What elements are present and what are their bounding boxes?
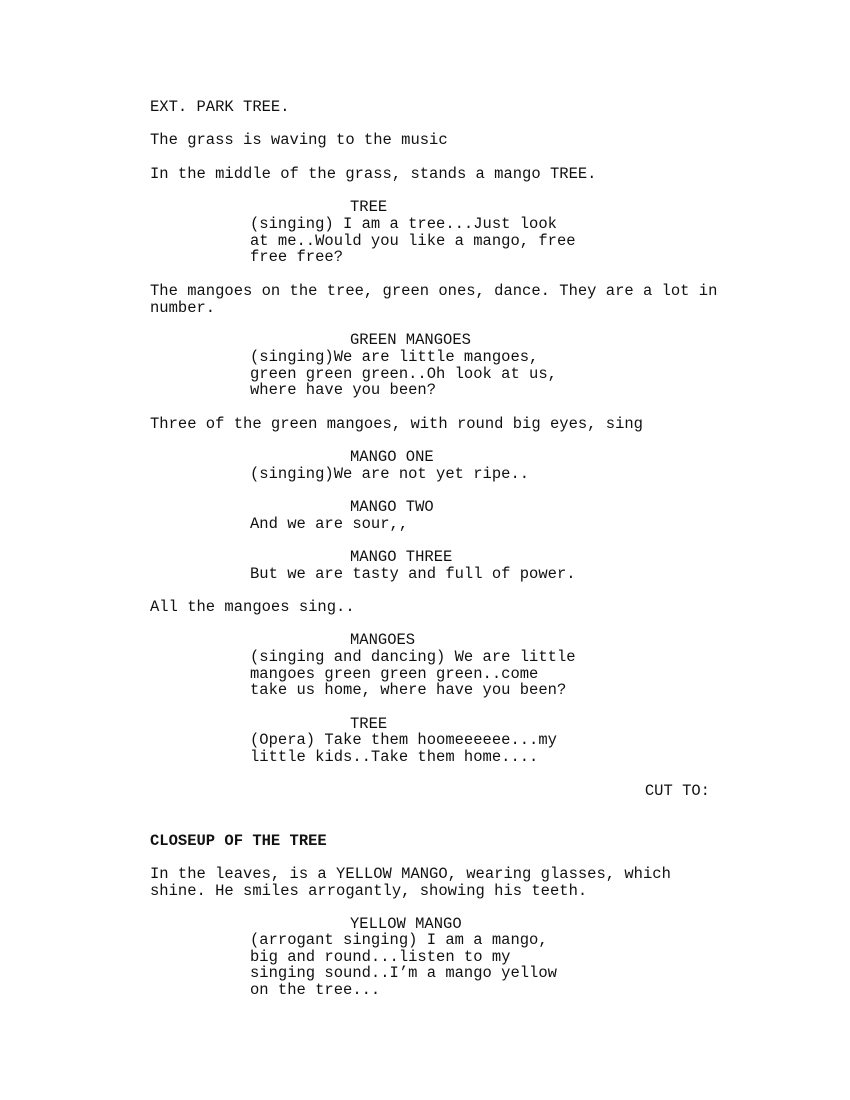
action-line: The mangoes on the tree, green ones, dance. They are a lot in number. <box>150 282 718 317</box>
action-line: The grass is waving to the music <box>150 131 448 149</box>
character-name: MANGO TWO <box>350 498 434 516</box>
dialogue: And we are sour,, <box>250 515 409 533</box>
character-name: MANGO ONE <box>350 448 434 466</box>
character-name: MANGO THREE <box>350 548 453 566</box>
dialogue: (singing) I am a tree...Just look at me..Would you like a mango, free free free? <box>250 215 576 267</box>
action-line: In the leaves, is a YELLOW MANGO, wearing glasses, which shine. He smiles arrogantly, showing his teeth. <box>150 865 671 900</box>
action-line: In the middle of the grass, stands a mango TREE. <box>150 165 597 183</box>
scene-heading: CLOSEUP OF THE TREE <box>150 832 327 850</box>
action-line: Three of the green mangoes, with round big eyes, sing <box>150 415 643 433</box>
action-line: All the mangoes sing.. <box>150 598 355 616</box>
dialogue: (arrogant singing) I am a mango, big and round...listen to my singing sound..I’m a mango yellow on the tree... <box>250 931 557 1000</box>
dialogue: (singing)We are little mangoes, green green green..Oh look at us, where have you been? <box>250 348 557 400</box>
character-name: YELLOW MANGO <box>350 915 462 933</box>
character-name: TREE <box>350 198 388 216</box>
dialogue: (singing and dancing) We are little mangoes green green green..come take us home, where have you been? <box>250 648 576 700</box>
character-name: TREE <box>350 715 388 733</box>
character-name: GREEN MANGOES <box>350 331 471 349</box>
dialogue: (Opera) Take them hoomeeeeee...my little kids..Take them home.... <box>250 731 557 766</box>
scene-heading: EXT. PARK TREE. <box>150 98 290 116</box>
dialogue: (singing)We are not yet ripe.. <box>250 465 530 483</box>
character-name: MANGOES <box>350 631 416 649</box>
dialogue: But we are tasty and full of power. <box>250 565 576 583</box>
transition: CUT TO: <box>644 782 710 800</box>
